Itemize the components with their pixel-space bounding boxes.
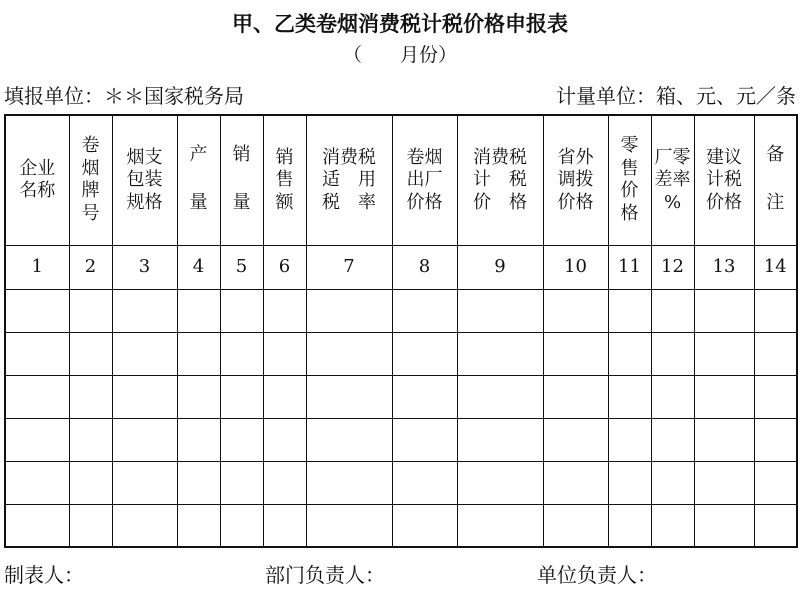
data-cell[interactable] (69, 332, 112, 375)
data-cell[interactable] (306, 418, 392, 461)
data-row (5, 504, 797, 547)
column-number: 3 (112, 245, 177, 289)
data-cell[interactable] (112, 418, 177, 461)
data-cell[interactable] (220, 289, 263, 332)
header-taxable-price: 消费税 计 税 价 格 (457, 115, 543, 245)
unit-head-label: 单位负责人： (537, 563, 657, 587)
column-number: 5 (220, 245, 263, 289)
data-cell[interactable] (5, 332, 69, 375)
empty-rows (5, 289, 797, 547)
data-cell[interactable] (69, 289, 112, 332)
header-output-top: 产 (189, 144, 208, 166)
data-cell[interactable] (543, 289, 608, 332)
data-cell[interactable] (5, 375, 69, 418)
data-cell[interactable] (69, 375, 112, 418)
data-cell[interactable] (112, 461, 177, 504)
data-cell[interactable] (220, 418, 263, 461)
data-cell[interactable] (608, 461, 651, 504)
header-sales-volume-bottom: 量 (232, 191, 251, 213)
column-number: 11 (608, 245, 651, 289)
data-cell[interactable] (457, 461, 543, 504)
fill-unit-label: 填报单位：＊＊国家税务局 (4, 84, 244, 108)
data-cell[interactable] (392, 332, 457, 375)
data-cell[interactable] (177, 418, 220, 461)
data-cell[interactable] (306, 289, 392, 332)
data-cell[interactable] (694, 461, 754, 504)
data-cell[interactable] (754, 504, 797, 547)
column-number-row (5, 245, 797, 289)
data-cell[interactable] (69, 418, 112, 461)
data-row (5, 289, 797, 332)
data-cell[interactable] (69, 504, 112, 547)
data-cell[interactable] (754, 289, 797, 332)
data-cell[interactable] (651, 332, 694, 375)
header-suggested-price: 建议 计税 价格 (694, 115, 754, 245)
data-row (5, 461, 797, 504)
data-cell[interactable] (112, 375, 177, 418)
data-cell[interactable] (694, 375, 754, 418)
data-cell[interactable] (754, 375, 797, 418)
column-number: 1 (5, 245, 69, 289)
data-cell[interactable] (608, 504, 651, 547)
header-output-bottom: 量 (189, 191, 208, 213)
column-number: 8 (392, 245, 457, 289)
column-number: 7 (306, 245, 392, 289)
header-tax-rate: 消费税 适 用 税 率 (306, 115, 392, 245)
data-cell[interactable] (177, 289, 220, 332)
data-cell[interactable] (651, 418, 694, 461)
data-cell[interactable] (112, 504, 177, 547)
data-row (5, 332, 797, 375)
data-cell[interactable] (263, 461, 306, 504)
data-cell[interactable] (220, 504, 263, 547)
data-cell[interactable] (457, 375, 543, 418)
header-sales-amount: 销 售 额 (263, 115, 306, 245)
declaration-table (4, 114, 798, 548)
header-markup-rate: 厂零 差率 % (651, 115, 694, 245)
data-cell[interactable] (263, 375, 306, 418)
data-cell[interactable] (112, 332, 177, 375)
data-cell[interactable] (754, 332, 797, 375)
data-cell[interactable] (306, 332, 392, 375)
data-cell[interactable] (306, 375, 392, 418)
column-number: 12 (651, 245, 694, 289)
month-subtitle: （ 月份） (342, 44, 457, 66)
data-cell[interactable] (608, 375, 651, 418)
data-cell[interactable] (651, 504, 694, 547)
header-remarks (754, 115, 797, 245)
header-remarks-top: 备 (766, 144, 785, 166)
preparer-label: 制表人： (4, 563, 84, 587)
data-cell[interactable] (457, 289, 543, 332)
data-row (5, 418, 797, 461)
data-cell[interactable] (220, 332, 263, 375)
header-interprovincial-price: 省外 调拨 价格 (543, 115, 608, 245)
data-cell[interactable] (69, 461, 112, 504)
data-cell[interactable] (694, 289, 754, 332)
data-cell[interactable] (392, 461, 457, 504)
header-pack-spec: 烟支 包装 规格 (112, 115, 177, 245)
header-sales-volume-top: 销 (232, 144, 251, 166)
header-enterprise-name: 企业 名称 (5, 115, 69, 245)
column-number: 10 (543, 245, 608, 289)
column-number: 6 (263, 245, 306, 289)
header-cigarette-brand: 卷 烟 牌 号 (69, 115, 112, 245)
data-cell[interactable] (306, 504, 392, 547)
data-cell[interactable] (651, 289, 694, 332)
data-cell[interactable] (392, 289, 457, 332)
header-output (177, 115, 220, 245)
data-cell[interactable] (392, 375, 457, 418)
data-cell[interactable] (5, 418, 69, 461)
data-cell[interactable] (754, 461, 797, 504)
data-cell[interactable] (220, 461, 263, 504)
data-cell[interactable] (392, 504, 457, 547)
header-retail-price: 零 售 价 格 (608, 115, 651, 245)
data-cell[interactable] (543, 375, 608, 418)
data-cell[interactable] (263, 332, 306, 375)
data-cell[interactable] (543, 332, 608, 375)
column-number: 4 (177, 245, 220, 289)
data-cell[interactable] (263, 504, 306, 547)
data-cell[interactable] (220, 375, 263, 418)
data-cell[interactable] (306, 461, 392, 504)
data-row (5, 375, 797, 418)
data-cell[interactable] (5, 461, 69, 504)
measure-unit-label: 计量单位：箱、元、元／条 (556, 84, 796, 108)
header-row (5, 115, 797, 245)
data-cell[interactable] (177, 375, 220, 418)
column-number: 9 (457, 245, 543, 289)
data-cell[interactable] (543, 418, 608, 461)
data-cell[interactable] (608, 289, 651, 332)
data-cell[interactable] (112, 289, 177, 332)
data-cell[interactable] (543, 461, 608, 504)
data-cell[interactable] (543, 504, 608, 547)
department-head-label: 部门负责人： (265, 563, 385, 587)
data-cell[interactable] (651, 461, 694, 504)
header-factory-price: 卷烟 出厂 价格 (392, 115, 457, 245)
data-cell[interactable] (608, 418, 651, 461)
column-number: 14 (754, 245, 797, 289)
data-cell[interactable] (457, 332, 543, 375)
column-number: 2 (69, 245, 112, 289)
header-remarks-bottom: 注 (766, 191, 785, 213)
data-cell[interactable] (651, 375, 694, 418)
column-number: 13 (694, 245, 754, 289)
data-cell[interactable] (694, 418, 754, 461)
data-cell[interactable] (457, 504, 543, 547)
header-sales-volume (220, 115, 263, 245)
form-title: 甲、乙类卷烟消费税计税价格申报表 (232, 12, 568, 36)
data-cell[interactable] (608, 332, 651, 375)
data-cell[interactable] (457, 418, 543, 461)
data-cell[interactable] (263, 289, 306, 332)
data-cell[interactable] (694, 504, 754, 547)
data-cell[interactable] (263, 418, 306, 461)
data-cell[interactable] (177, 461, 220, 504)
data-cell[interactable] (177, 504, 220, 547)
data-cell[interactable] (392, 418, 457, 461)
data-cell[interactable] (754, 418, 797, 461)
data-cell[interactable] (5, 504, 69, 547)
data-cell[interactable] (694, 332, 754, 375)
data-cell[interactable] (5, 289, 69, 332)
data-cell[interactable] (177, 332, 220, 375)
